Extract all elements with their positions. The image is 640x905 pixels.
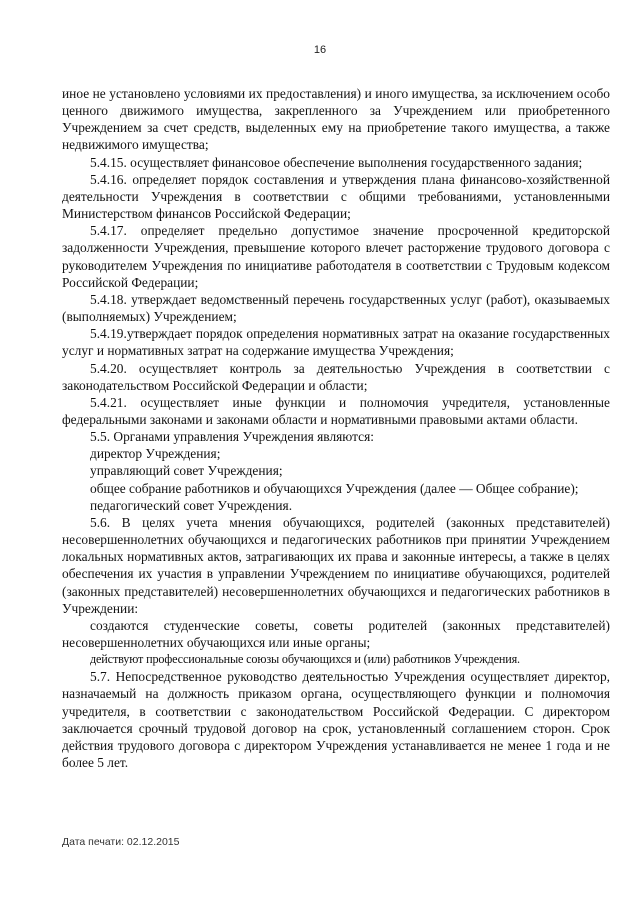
list-item-trade-unions: действуют профессиональные союзы обучающихся и (или) работников Учреждения. [90,652,520,667]
list-item-general-meeting: общее собрание работников и обучающихся Учреждения (далее — Общее собрание); [90,480,579,496]
page-number: 16 [313,44,327,56]
list-item-governing-council: управляющий совет Учреждения; [90,463,283,479]
list-item-pedagogical-council: педагогический совет Учреждения. [90,497,293,513]
paragraph-5-4-16: 5.4.16. определяет порядок составления и утверждения плана финансово-хозяйственной деятельности Учреждения в соответствии с общими требованиями, установленными Министерством финансов Российской Федерации; [62,171,610,222]
paragraph-5-4-20: 5.4.20. осуществляет контроль за деятельностью Учреждения в соответствии с законодательством Российской Федерации и области; [62,360,610,393]
paragraph-5-4-19: 5.4.19.утверждает порядок определения нормативных затрат на оказание государственных услуг и нормативных затрат на содержание имущества Учреждения; [62,326,610,359]
document-body [62,85,610,771]
paragraph-5-4-18: 5.4.18. утверждает ведомственный перечень государственных услуг (работ), оказываемых (выполняемых) Учреждением; [62,291,610,325]
paragraph-continuation: иное не установлено условиями их предоставления) и иного имущества, за исключением особо ценного движимого имущества, закрепленного за Учреждением или приобретенного Учреждением за счет средств, выделенных ему на приобретение такого имущества, а также недвижимого имущества; [62,86,610,153]
paragraph-5-4-15: 5.4.15. осуществляет финансовое обеспечение выполнения государственного задания; [90,154,583,170]
paragraph-5-7: 5.7. Непосредственное руководство деятельностью Учреждения осуществляет директор, назначаемый на должность приказом органа, осуществляющего функции и полномочия учредителя, в соответствии с законодательством Российской Федерации. С директором заключается срочный трудовой договор на срок, установленный соглашением сторон. Срок действия трудового договора с директором Учреждения устанавливается не менее 1 года и не более 5 лет. [62,669,610,771]
paragraph-5-5: 5.5. Органами управления Учреждения являются: [90,429,374,445]
print-date: Дата печати: 02.12.2015 [62,836,180,848]
list-item-director: директор Учреждения; [90,446,221,462]
paragraph-5-6: 5.6. В целях учета мнения обучающихся, родителей (законных представителей) несовершеннолетних обучающихся и педагогических работников при принятии Учреждением локальных нормативных актов, затрагивающих их права и законные интересы, а также в целях обеспечения их участия в управлении Учреждением по инициативе обучающихся, родителей (законных представителей) несовершеннолетних обучающихся и педагогических работников в Учреждении: [62,514,610,616]
paragraph-5-4-21: 5.4.21. осуществляет иные функции и полномочия учредителя, установленные федеральными законами и законами области и нормативными правовыми актами области. [62,394,610,427]
paragraph-5-4-17: 5.4.17. определяет предельно допустимое значение просроченной кредиторской задолженности Учреждения, превышение которого влечет расторжение трудового договора с руководителем Учреждения по инициативе работодателя в соответствии с Трудовым кодексом Российской Федерации; [62,223,610,290]
list-item-student-councils: создаются студенческие советы, советы родителей (законных представителей) несовершеннолетних обучающихся или иные органы; [62,617,610,650]
